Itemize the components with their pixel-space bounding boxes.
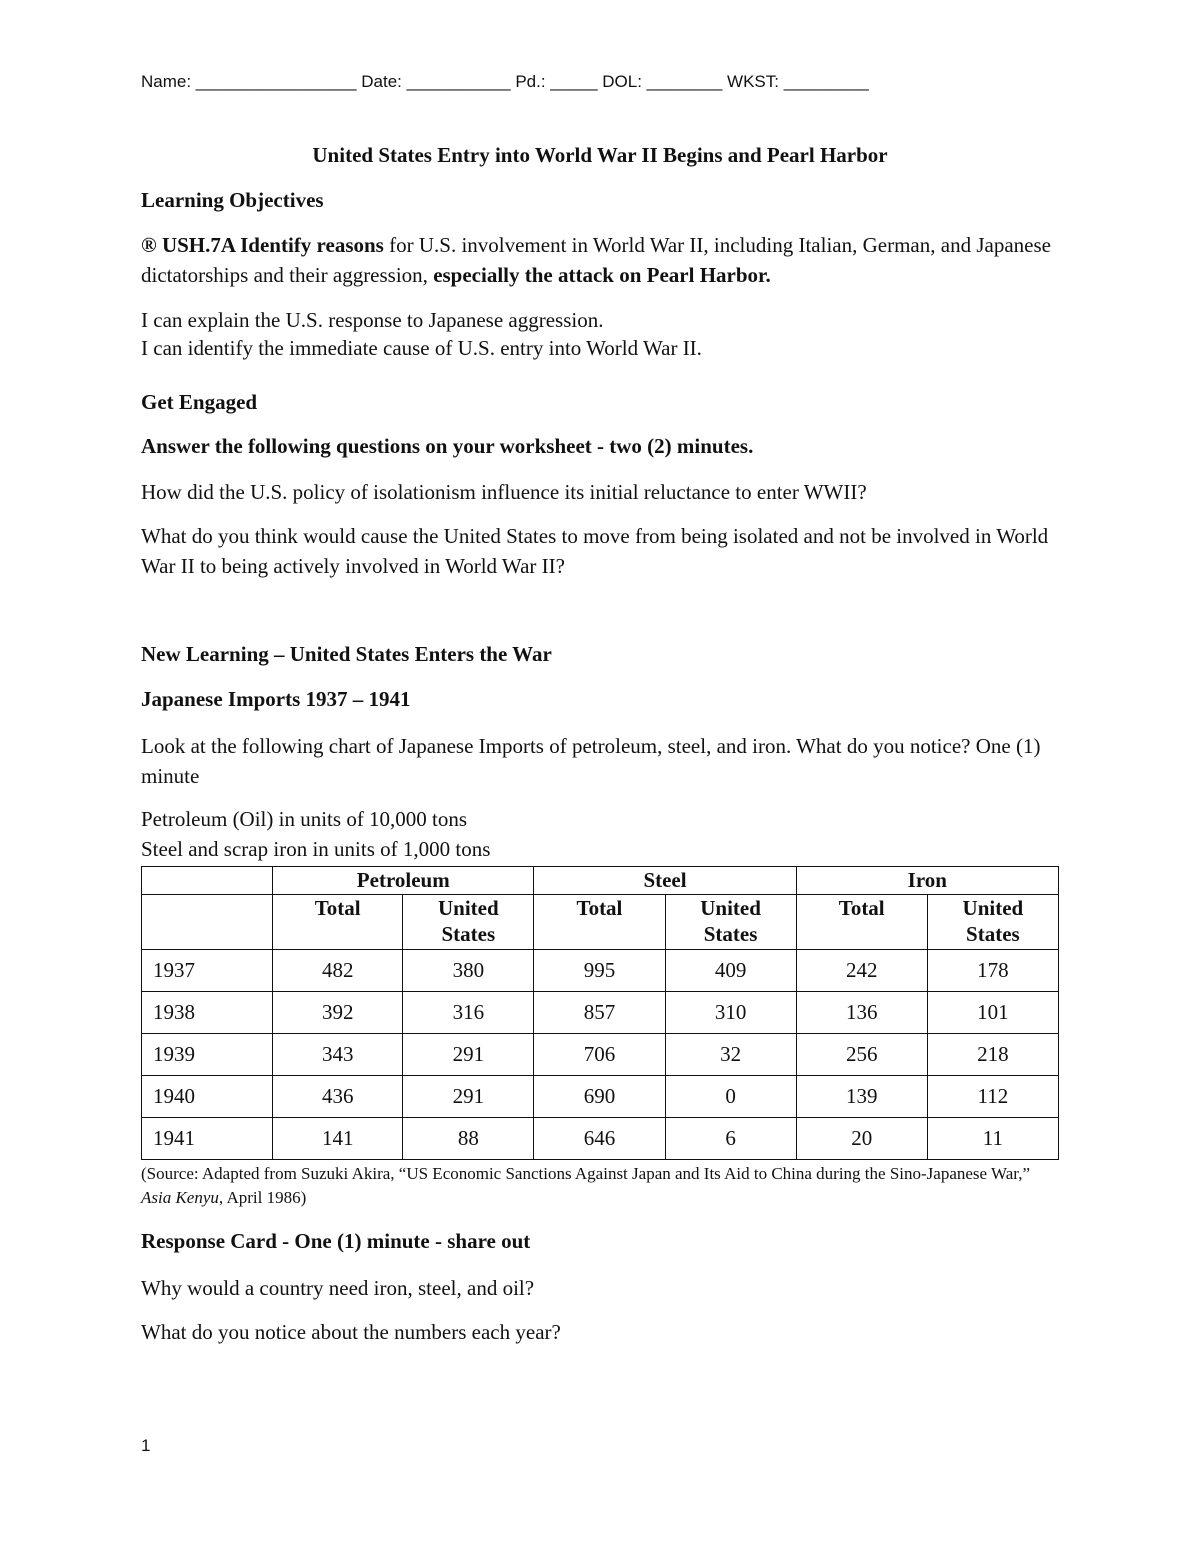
table-cell: 256	[796, 1034, 927, 1076]
subheader-total: Total	[796, 895, 927, 950]
unit-steel-iron: Steel and scrap iron in units of 1,000 tons	[141, 837, 491, 861]
can-statement-2: I can identify the immediate cause of U.S. entry into World War II.	[141, 336, 702, 360]
year-cell: 1939	[142, 1034, 273, 1076]
table-cell: 291	[403, 1034, 534, 1076]
japanese-imports-heading: Japanese Imports 1937 – 1941	[141, 687, 411, 711]
source-journal: Asia Kenyu	[141, 1188, 219, 1207]
table-cell: 101	[927, 992, 1058, 1034]
table-cell: 690	[534, 1076, 665, 1118]
table-row	[142, 992, 1059, 1034]
table-cell: 242	[796, 950, 927, 992]
table-cell: 380	[403, 950, 534, 992]
standard-paragraph	[141, 230, 1061, 290]
table-cell: 343	[273, 1034, 403, 1076]
standard-text: for U.S. involvement in World War II, including Italian, German, and Japanese dictatorships and their aggression,	[141, 233, 1051, 287]
table-subheader-row	[142, 895, 1059, 950]
table-row	[142, 950, 1059, 992]
year-cell: 1941	[142, 1118, 273, 1160]
learning-objectives-heading: Learning Objectives	[141, 188, 324, 212]
table-cell: 139	[796, 1076, 927, 1118]
get-engaged-instruction: Answer the following questions on your worksheet - two (2) minutes.	[141, 434, 754, 458]
source-citation: (Source: Adapted from Suzuki Akira, “US Economic Sanctions Against Japan and Its Aid to China during the Sino-Japanese War,” Asia Kenyu, April 1986)	[141, 1164, 1031, 1207]
table-cell: 316	[403, 992, 534, 1034]
question-isolationism: How did the U.S. policy of isolationism influence its initial reluctance to enter WWII?	[141, 480, 867, 504]
table-cell: 291	[403, 1076, 534, 1118]
table-cell: 392	[273, 992, 403, 1034]
can-statement-1: I can explain the U.S. response to Japanese aggression.	[141, 308, 604, 332]
response-question-1: Why would a country need iron, steel, and oil?	[141, 1276, 535, 1300]
page-title: United States Entry into World War II Begins and Pearl Harbor	[312, 143, 888, 167]
response-card-heading: Response Card - One (1) minute - share out	[141, 1229, 531, 1253]
subheader-total: Total	[534, 895, 665, 950]
standard-emphasis: especially the attack on Pearl Harbor.	[433, 263, 771, 287]
table-cell: 178	[927, 950, 1058, 992]
table-corner-cell	[142, 867, 273, 895]
table-cell: 310	[665, 992, 796, 1034]
subheader-united-states: United States	[665, 895, 796, 950]
page-number: 1	[141, 1436, 151, 1455]
subheader-total: Total	[273, 895, 403, 950]
table-cell: 112	[927, 1076, 1058, 1118]
table-row	[142, 1034, 1059, 1076]
table-cell: 995	[534, 950, 665, 992]
unit-petroleum: Petroleum (Oil) in units of 10,000 tons	[141, 807, 468, 831]
table-cell: 0	[665, 1076, 796, 1118]
table-cell: 482	[273, 950, 403, 992]
table-cell: 409	[665, 950, 796, 992]
group-header-steel: Steel	[534, 867, 796, 895]
table-cell: 32	[665, 1034, 796, 1076]
chart-prompt: Look at the following chart of Japanese Imports of petroleum, steel, and iron. What do you notice? One (1) minute	[141, 734, 1041, 788]
table-cell: 646	[534, 1118, 665, 1160]
year-cell: 1937	[142, 950, 273, 992]
unit-notes	[141, 804, 1061, 864]
table-cell: 706	[534, 1034, 665, 1076]
standard-code: USH.7A Identify reasons	[161, 233, 384, 257]
year-cell: 1938	[142, 992, 273, 1034]
table-cell: 20	[796, 1118, 927, 1160]
table-cell: 6	[665, 1118, 796, 1160]
group-header-iron: Iron	[796, 867, 1058, 895]
table-row	[142, 1076, 1059, 1118]
table-cell: 136	[796, 992, 927, 1034]
new-learning-heading: New Learning – United States Enters the War	[141, 642, 552, 666]
subheader-united-states: United States	[403, 895, 534, 950]
table-corner-cell	[142, 895, 273, 950]
table-cell: 88	[403, 1118, 534, 1160]
table-group-header-row	[142, 867, 1059, 895]
can-statements	[141, 306, 1061, 362]
imports-table	[141, 866, 1059, 1160]
registered-symbol: ®	[141, 233, 157, 257]
response-question-2: What do you notice about the numbers each year?	[141, 1320, 561, 1344]
table-cell: 857	[534, 992, 665, 1034]
table-cell: 218	[927, 1034, 1058, 1076]
table-cell: 11	[927, 1118, 1058, 1160]
subheader-united-states: United States	[927, 895, 1058, 950]
get-engaged-heading: Get Engaged	[141, 390, 258, 414]
group-header-petroleum: Petroleum	[273, 867, 534, 895]
table-cell: 141	[273, 1118, 403, 1160]
year-cell: 1940	[142, 1076, 273, 1118]
table-cell: 436	[273, 1076, 403, 1118]
table-row	[142, 1118, 1059, 1160]
student-info-line: Name: _________________ Date: ___________ Pd.: _____ DOL: ________ WKST: _________	[141, 72, 869, 91]
question-involvement: What do you think would cause the United States to move from being isolated and not be involved in World War II to being actively involved in World War II?	[141, 524, 1049, 578]
